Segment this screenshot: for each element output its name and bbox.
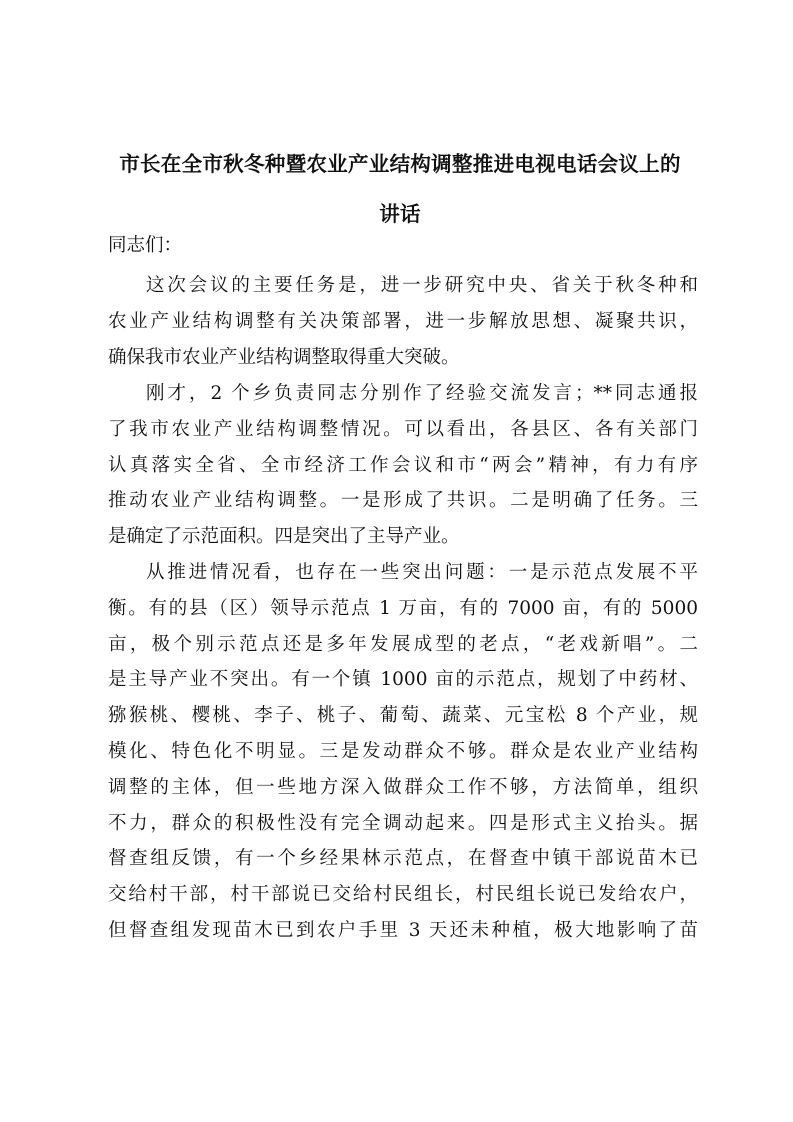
paragraph-3 [108, 555, 698, 949]
paragraph-line: 交给村干部，村干部说已交给村民组长，村民组长说已发给农户， [108, 884, 698, 906]
paragraph-1 [108, 268, 698, 375]
document-title-line-2: 讲话 [379, 202, 421, 226]
paragraph-line: 推动农业产业结构调整。一是形成了共识。二是明确了任务。三 [108, 490, 698, 512]
paragraph-line: 亩，极个别示范点还是多年发展成型的老点，“老戏新唱”。二 [108, 633, 698, 655]
paragraph-line: 刚才，2 个乡负责同志分别作了经验交流发言；**同志通报 [146, 383, 698, 404]
paragraph-line: 了我市农业产业结构调整情况。可以看出，各县区、各有关部门 [108, 418, 698, 440]
paragraph-line: 是主导产业不突出。有一个镇 1000 亩的示范点，规划了中药材、 [108, 669, 698, 691]
paragraph-line: 猕猴桃、樱桃、李子、桃子、葡萄、蔬菜、元宝松 8 个产业，规 [108, 705, 698, 727]
paragraph-line: 农业产业结构调整有关决策部署，进一步解放思想、凝聚共识， [108, 310, 698, 332]
paragraph-line: 督查组反馈，有一个乡经果林示范点，在督查中镇干部说苗木已 [108, 848, 698, 870]
paragraph-line: 认真落实全省、全市经济工作会议和市“两会”精神，有力有序 [108, 454, 698, 476]
paragraph-line: 衡。有的县（区）领导示范点 1 万亩，有的 7000 亩，有的 5000 [108, 597, 698, 619]
paragraph-line: 从推进情况看，也存在一些突出问题：一是示范点发展不平 [146, 562, 698, 583]
paragraph-line: 模化、特色化不明显。三是发动群众不够。群众是农业产业结构 [108, 740, 698, 762]
paragraph-2 [108, 376, 698, 555]
paragraph-line: 确保我市农业产业结构调整取得重大突破。 [108, 346, 460, 368]
salutation: 同志们： [108, 235, 183, 256]
paragraph-line: 这次会议的主要任务是，进一步研究中央、省关于秋冬种和 [146, 275, 698, 296]
paragraph-line: 不力，群众的积极性没有完全调动起来。四是形式主义抬头。据 [108, 812, 698, 834]
paragraph-line: 是确定了示范面积。四是突出了主导产业。 [108, 526, 460, 548]
paragraph-line: 但督查组发现苗木已到农户手里 3 天还未种植，极大地影响了苗 [108, 919, 698, 941]
document-title-line-1: 市长在全市秋冬种暨农业产业结构调整推进电视电话会议上的 [119, 152, 681, 176]
paragraph-line: 调整的主体，但一些地方深入做群众工作不够，方法简单，组织 [108, 776, 698, 798]
